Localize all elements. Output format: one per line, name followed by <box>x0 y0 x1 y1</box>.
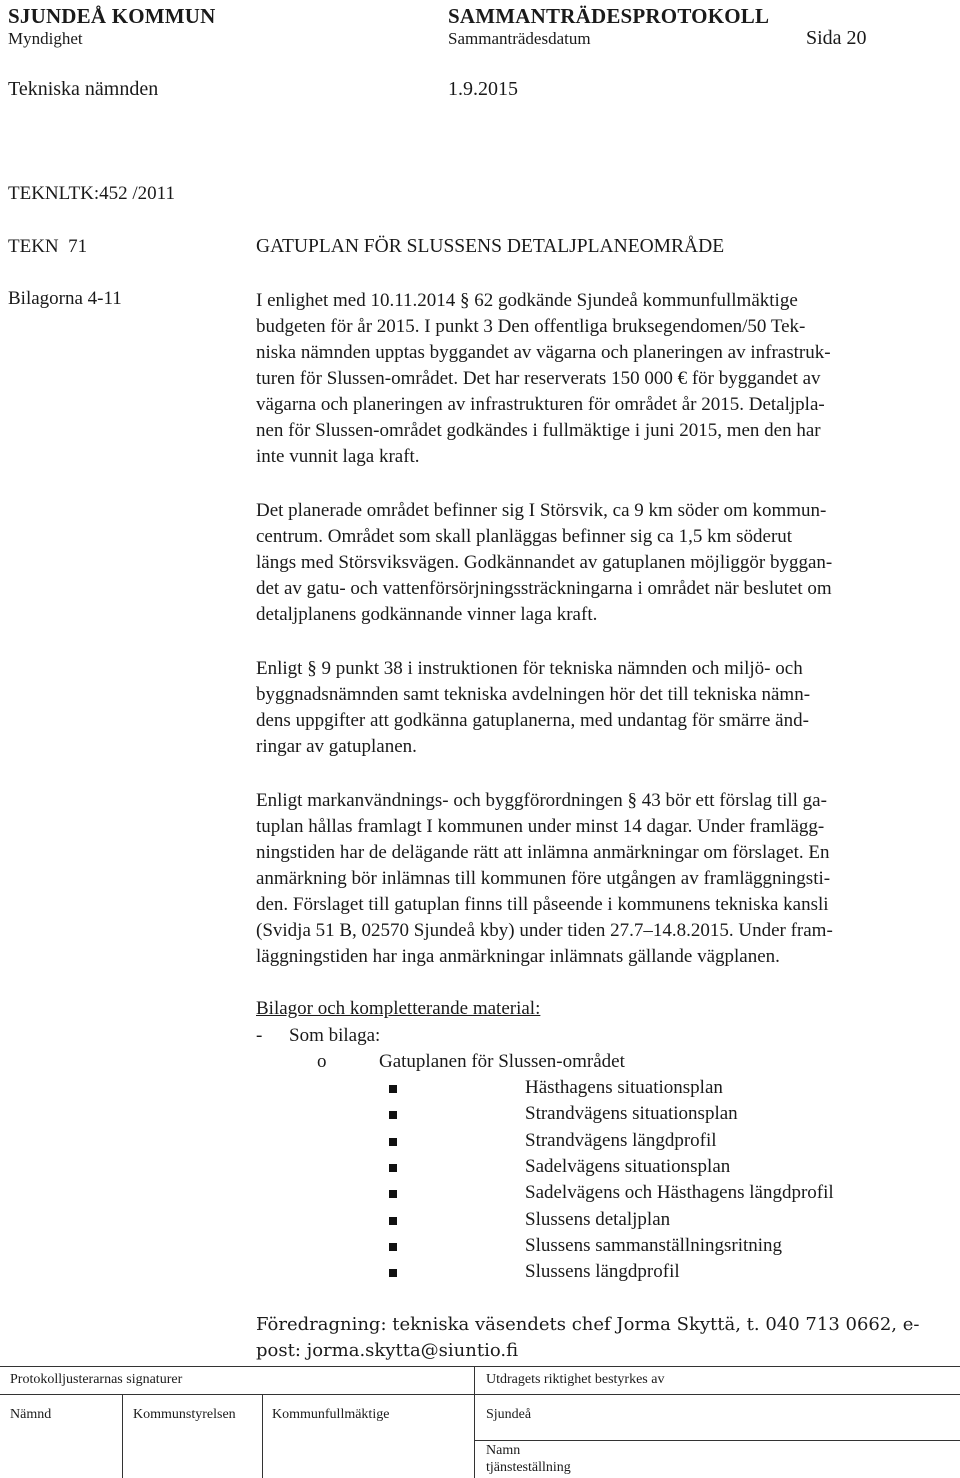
square-bullet-icon <box>389 1085 397 1093</box>
text-line: niska nämnden upptas byggandet av vägarna och planeringen av infrastruk- <box>256 342 831 363</box>
paragraph-decree <box>256 788 948 970</box>
text-line: turen för Slussen-området. Det har reserverats 150 000 € för byggandet av <box>256 368 821 389</box>
attachment-item: Strandvägens situationsplan <box>525 1103 738 1125</box>
attachment-group: Gatuplanen för Slussen-området <box>379 1051 625 1072</box>
text-line: budgeten för år 2015. I punkt 3 Den offentliga bruksegendomen/50 Tek- <box>256 316 806 337</box>
text-line: Det planerade området befinner sig I Störsvik, ca 9 km söder om kommun- <box>256 500 827 521</box>
attachment-item: Sadelvägens situationsplan <box>525 1155 731 1177</box>
text-line: vägarna och planeringen av infrastrukturen för området år 2015. Detaljpla- <box>256 394 825 415</box>
paragraph-instruction <box>256 656 948 760</box>
attachment-item: Slussens detaljplan <box>525 1208 671 1230</box>
attachments-label: Bilagorna 4-11 <box>8 288 122 309</box>
text-line: läggningstiden har inga anmärkningar inlämnats gällande vägplanen. <box>256 946 780 967</box>
footer-top-border <box>0 1366 960 1367</box>
attachment-item: Slussens sammanställningsritning <box>525 1234 783 1256</box>
footer-sign-line <box>474 1440 960 1441</box>
text-line: post: jorma.skytta@siuntio.fi <box>256 1340 519 1361</box>
text-line: (Svidja 51 B, 02570 Sjundeå kby) under tiden 27.7–14.8.2015. Under fram- <box>256 920 833 941</box>
page-number: Sida 20 <box>806 27 867 49</box>
square-bullet-icon <box>389 1269 397 1277</box>
authority-name: Tekniska nämnden <box>8 78 159 100</box>
footer-place: Sjundeå <box>486 1407 532 1422</box>
extract-label: Utdragets riktighet bestyrkes av <box>486 1372 665 1387</box>
agenda-item: TEKN 71 <box>8 236 88 257</box>
signatures-label: Protokolljusterarnas signaturer <box>10 1372 183 1387</box>
text-line: anmärkning bör inlämnas till kommunen före utgången av framläggningsti- <box>256 868 831 889</box>
attachment-item: Sadelvägens och Hästhagens längdprofil <box>525 1182 834 1204</box>
text-line: centrum. Området som skall planläggas befinner sig ca 1,5 km söderut <box>256 526 793 547</box>
presentation <box>256 1312 948 1364</box>
square-bullet-icon <box>389 1217 397 1225</box>
meeting-date: 1.9.2015 <box>448 78 518 100</box>
text-line: det av gatu- och vattenförsörjningssträckningarna i området när beslutet om <box>256 578 832 599</box>
square-bullet-icon <box>389 1111 397 1119</box>
o-bullet: o <box>317 1051 327 1072</box>
text-line: detaljplanens godkännande vinner laga kraft. <box>256 604 598 625</box>
text-line: nen för Slussen-området godkändes i fullmäktige i juni 2015, men den har <box>256 420 821 441</box>
footer-name-label: Namn <box>486 1443 521 1458</box>
square-bullet-icon <box>389 1190 397 1198</box>
attachments-heading: Bilagor och kompletterande material: <box>256 998 541 1019</box>
square-bullet-icon <box>389 1243 397 1251</box>
text-line: den. Förslaget till gatuplan finns till påseende i kommunens tekniska kansli <box>256 894 829 915</box>
case-reference: TEKNLTK:452 /2011 <box>8 183 175 204</box>
footer-position-label: tjänsteställning <box>486 1460 571 1475</box>
date-label: Sammanträdesdatum <box>448 29 591 48</box>
text-line: dens uppgifter att godkänna gatuplanerna, med undantag för smärre änd- <box>256 710 809 731</box>
attachment-item: Hästhagens situationsplan <box>525 1077 723 1098</box>
text-line: ningstiden har de delägande rätt att inlämna anmärkningar om förslaget. En <box>256 842 830 863</box>
document-type: SAMMANTRÄDESPROTOKOLL <box>448 4 770 28</box>
text-line: Enligt markanvändnings- och byggförordningen § 43 bör ett förslag till ga- <box>256 790 827 811</box>
authority-label: Myndighet <box>8 29 83 48</box>
footer-divider <box>474 1366 475 1478</box>
case-title: GATUPLAN FÖR SLUSSENS DETALJPLANEOMRÅDE <box>256 236 725 257</box>
text-line: ringar av gatuplanen. <box>256 736 417 757</box>
text-line: Föredragning: tekniska väsendets chef Jorma Skyttä, t. 040 713 0662, e- <box>256 1314 920 1335</box>
text-line: tuplan hållas framlagt I kommunen under minst 14 dagar. Under framlägg- <box>256 816 825 837</box>
text-line: I enlighet med 10.11.2014 § 62 godkände Sjundeå kommunfullmäktige <box>256 290 798 311</box>
text-line: byggnadsnämnden samt tekniska avdelningen hör det till tekniska nämn- <box>256 684 811 705</box>
text-line: Enligt § 9 punkt 38 i instruktionen för tekniska nämnden och miljö- och <box>256 658 803 679</box>
as-attachment-label: Som bilaga: <box>289 1025 381 1046</box>
attachment-item: Strandvägens längdprofil <box>525 1129 717 1151</box>
text-line: längs med Störsviksvägen. Godkännandet av gatuplanen möjliggör byggan- <box>256 552 833 573</box>
attachment-item: Slussens längdprofil <box>525 1261 680 1283</box>
square-bullet-icon <box>389 1138 397 1146</box>
footer-col-board: Nämnd <box>10 1407 52 1422</box>
organization-name: SJUNDEÅ KOMMUN <box>8 4 216 28</box>
text-line: inte vunnit laga kraft. <box>256 446 420 467</box>
footer-divider <box>122 1394 123 1478</box>
dash-bullet: - <box>256 1025 263 1046</box>
paragraph-location <box>256 498 948 628</box>
footer-divider <box>262 1394 263 1478</box>
footer-col-council: Kommunfullmäktige <box>272 1407 390 1422</box>
paragraph-budget <box>256 288 948 470</box>
square-bullet-icon <box>389 1164 397 1172</box>
footer-mid-border <box>0 1394 960 1395</box>
footer-col-municipal-board: Kommunstyrelsen <box>133 1407 236 1422</box>
